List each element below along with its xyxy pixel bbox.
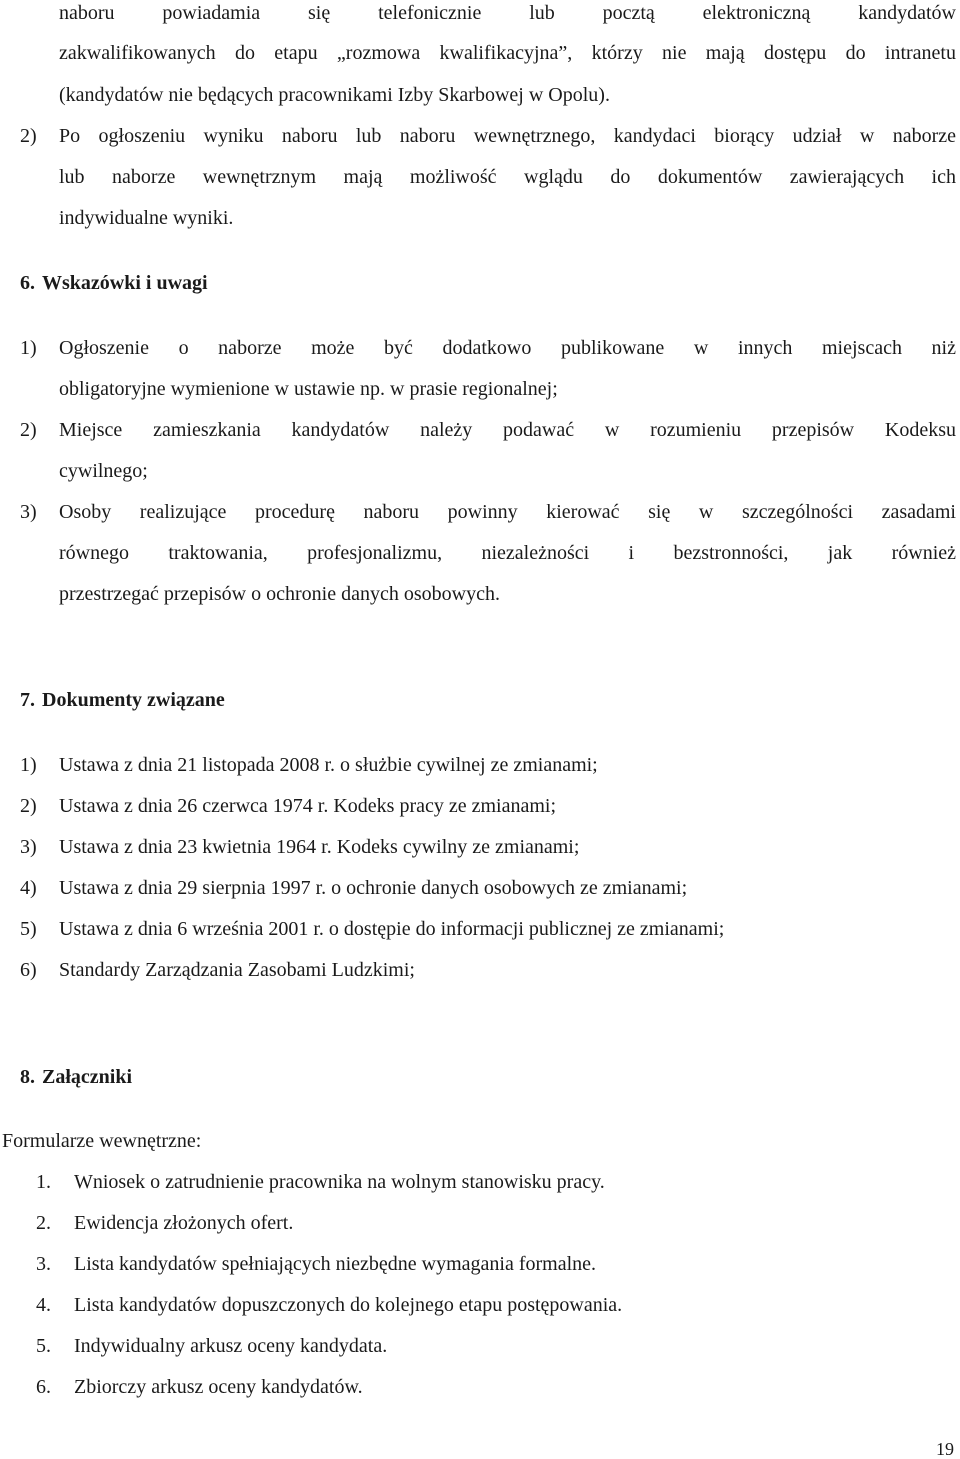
s6-item-3-number: 3) — [20, 501, 37, 523]
s7-item-2-text: Ustawa z dnia 26 czerwca 1974 r. Kodeks pracy ze zmianami; — [59, 795, 557, 817]
item-2-number: 2) — [20, 125, 37, 147]
s8-item-2-number: 2. — [36, 1212, 51, 1234]
item-2-line-3: indywidualne wyniki. — [59, 207, 234, 229]
page-number: 19 — [936, 1439, 954, 1459]
section-6-title: Wskazówki i uwagi — [42, 272, 208, 294]
s6-item-1-number: 1) — [20, 337, 37, 359]
section-8-subtitle: Formularze wewnętrzne: — [2, 1130, 202, 1152]
s7-item-1-number: 1) — [20, 754, 37, 776]
s7-item-3-number: 3) — [20, 836, 37, 858]
s8-item-2-text: Ewidencja złożonych ofert. — [74, 1212, 294, 1234]
s6-item-2-line-2: cywilnego; — [59, 460, 148, 482]
s8-item-1-text: Wniosek o zatrudnienie pracownika na wolnym stanowisku pracy. — [74, 1171, 605, 1193]
s8-item-6-text: Zbiorczy arkusz oceny kandydatów. — [74, 1376, 363, 1398]
item-2-line-1: Po ogłoszeniu wyniku naboru lub naboru wewnętrznego, kandydaci biorący udział w naborze — [59, 125, 956, 147]
s7-item-1-text: Ustawa z dnia 21 listopada 2008 r. o służbie cywilnej ze zmianami; — [59, 754, 598, 776]
s6-item-1-line-2: obligatoryjne wymienione w ustawie np. w prasie regionalnej; — [59, 378, 558, 400]
s7-item-5-number: 5) — [20, 918, 37, 940]
s8-item-5-number: 5. — [36, 1335, 51, 1357]
intro-line-1: naboru powiadamia się telefonicznie lub pocztą elektroniczną kandydatów — [59, 2, 956, 24]
s8-item-5-text: Indywidualny arkusz oceny kandydata. — [74, 1335, 388, 1357]
s6-item-3-line-2: równego traktowania, profesjonalizmu, niezależności i bezstronności, jak również — [59, 542, 956, 564]
intro-line-3: (kandydatów nie będących pracownikami Izby Skarbowej w Opolu). — [59, 84, 610, 106]
s7-item-6-text: Standardy Zarządzania Zasobami Ludzkimi; — [59, 959, 415, 981]
section-6-number: 6. — [20, 272, 35, 294]
section-8-title: Załączniki — [42, 1066, 133, 1088]
s6-item-3-line-1: Osoby realizujące procedurę naboru powinny kierować się w szczególności zasadami — [59, 501, 956, 523]
intro-line-2: zakwalifikowanych do etapu „rozmowa kwalifikacyjna”, którzy nie mają dostępu do intranetu — [59, 42, 956, 64]
s7-item-6-number: 6) — [20, 959, 37, 981]
s6-item-3-line-3: przestrzegać przepisów o ochronie danych osobowych. — [59, 583, 500, 605]
s6-item-2-number: 2) — [20, 419, 37, 441]
s6-item-2-line-1: Miejsce zamieszkania kandydatów należy podawać w rozumieniu przepisów Kodeksu — [59, 419, 956, 441]
s7-item-3-text: Ustawa z dnia 23 kwietnia 1964 r. Kodeks cywilny ze zmianami; — [59, 836, 580, 858]
s8-item-1-number: 1. — [36, 1171, 51, 1193]
s8-item-3-text: Lista kandydatów spełniających niezbędne wymagania formalne. — [74, 1253, 597, 1275]
s7-item-4-number: 4) — [20, 877, 37, 899]
s7-item-4-text: Ustawa z dnia 29 sierpnia 1997 r. o ochronie danych osobowych ze zmianami; — [59, 877, 688, 899]
item-2-line-2: lub naborze wewnętrznym mają możliwość wglądu do dokumentów zawierających ich — [59, 166, 956, 188]
s7-item-2-number: 2) — [20, 795, 37, 817]
section-7-title: Dokumenty związane — [42, 689, 225, 711]
section-8-number: 8. — [20, 1066, 35, 1088]
section-7-number: 7. — [20, 689, 35, 711]
s6-item-1-line-1: Ogłoszenie o naborze może być dodatkowo publikowane w innych miejscach niż — [59, 337, 956, 359]
s8-item-4-text: Lista kandydatów dopuszczonych do kolejnego etapu postępowania. — [74, 1294, 623, 1316]
s8-item-6-number: 6. — [36, 1376, 51, 1398]
s8-item-3-number: 3. — [36, 1253, 51, 1275]
s8-item-4-number: 4. — [36, 1294, 51, 1316]
s7-item-5-text: Ustawa z dnia 6 września 2001 r. o dostępie do informacji publicznej ze zmianami; — [59, 918, 725, 940]
